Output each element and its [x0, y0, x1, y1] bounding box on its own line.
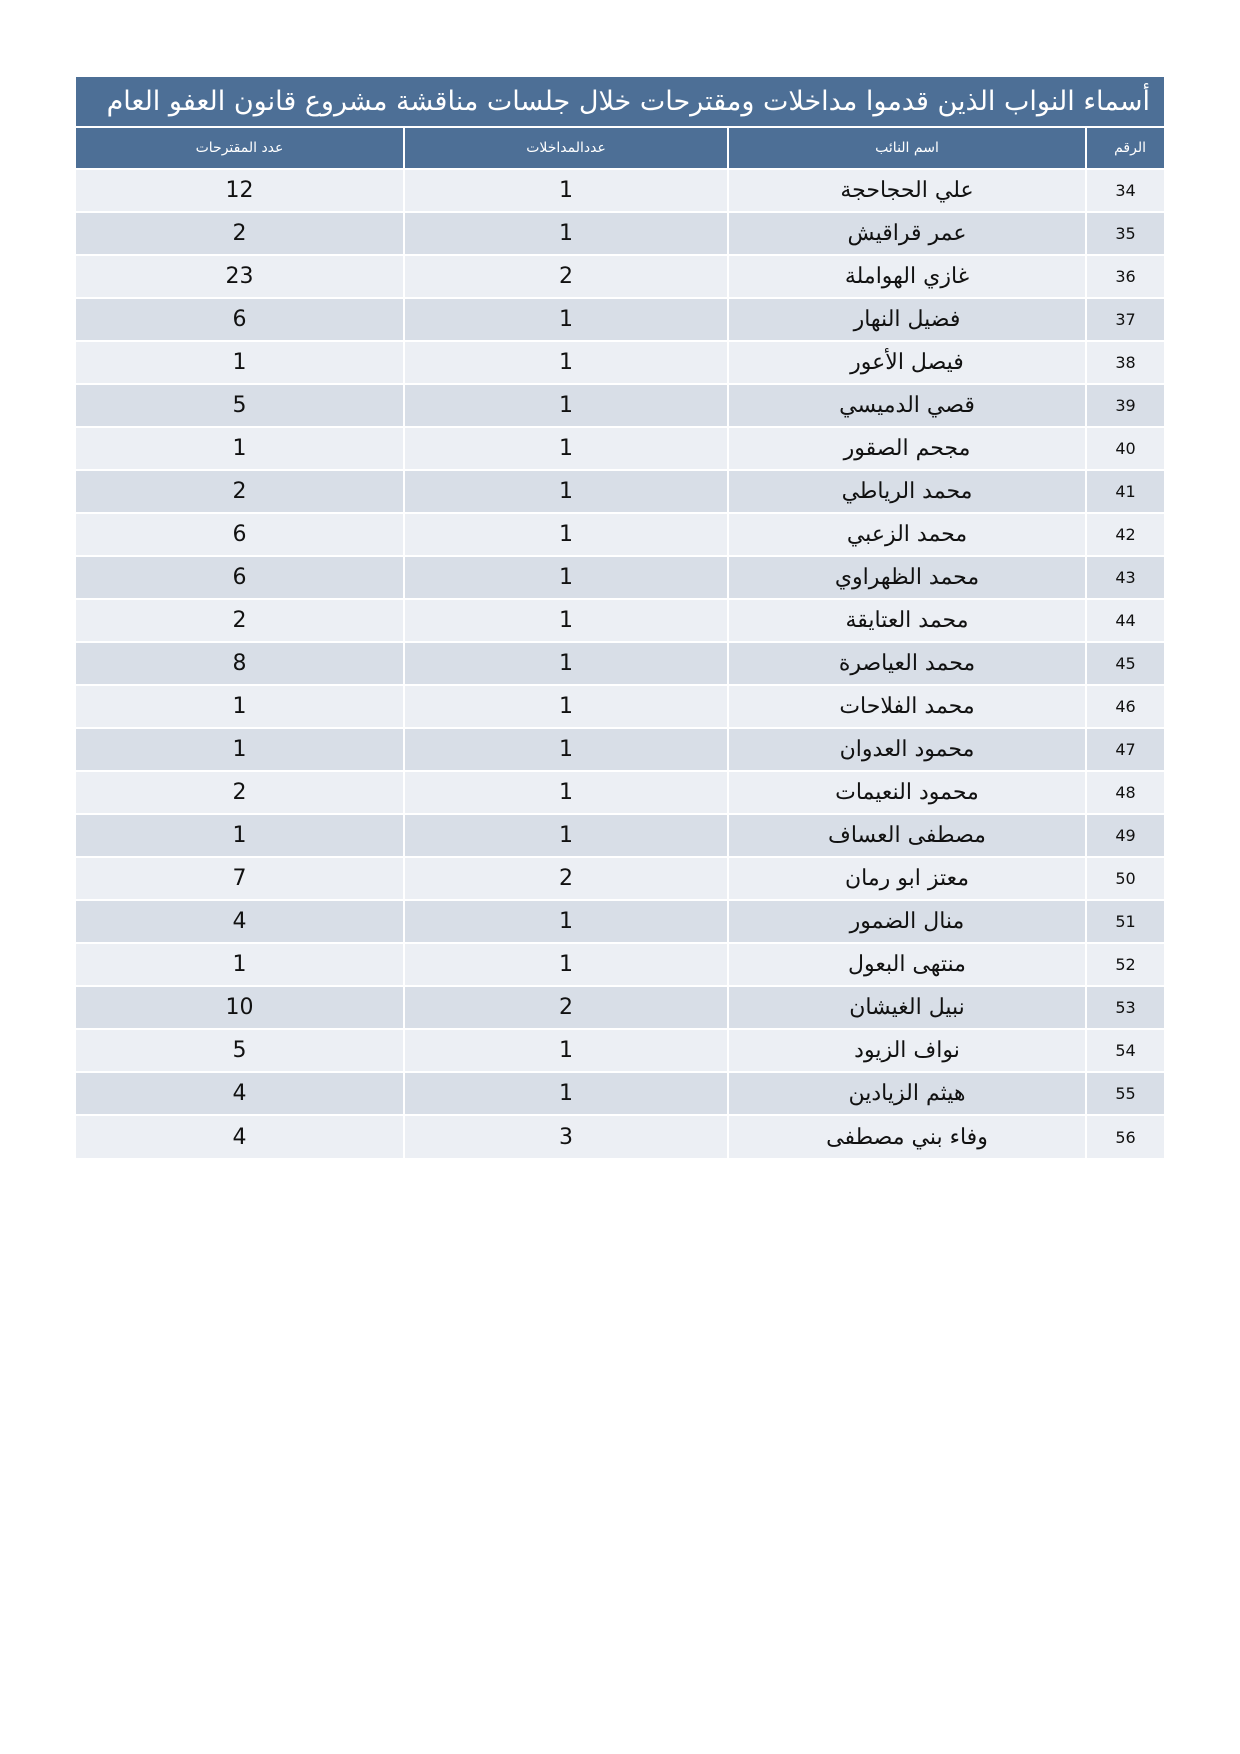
row-number: 43	[1086, 556, 1164, 599]
row-number: 46	[1086, 685, 1164, 728]
deputies-table	[76, 128, 1164, 1158]
row-name: نبيل الغيشان	[728, 986, 1086, 1029]
row-number: 53	[1086, 986, 1164, 1029]
row-proposals: 7	[76, 857, 404, 900]
row-number: 48	[1086, 771, 1164, 814]
row-number: 54	[1086, 1029, 1164, 1072]
row-number: 56	[1086, 1115, 1164, 1158]
row-proposals: 6	[76, 556, 404, 599]
table-row	[76, 298, 1164, 341]
row-proposals: 4	[76, 900, 404, 943]
row-number: 36	[1086, 255, 1164, 298]
table-row	[76, 255, 1164, 298]
table-row	[76, 943, 1164, 986]
row-proposals: 12	[76, 169, 404, 212]
row-number: 55	[1086, 1072, 1164, 1115]
row-name: علي الحجاحجة	[728, 169, 1086, 212]
row-number: 41	[1086, 470, 1164, 513]
row-number: 44	[1086, 599, 1164, 642]
row-interventions: 1	[404, 900, 728, 943]
row-proposals: 8	[76, 642, 404, 685]
header-number: الرقم	[1086, 128, 1164, 169]
table-row	[76, 470, 1164, 513]
row-number: 35	[1086, 212, 1164, 255]
table-row	[76, 986, 1164, 1029]
row-number: 39	[1086, 384, 1164, 427]
row-name: محمد الفلاحات	[728, 685, 1086, 728]
row-proposals: 2	[76, 599, 404, 642]
row-proposals: 10	[76, 986, 404, 1029]
table-row	[76, 599, 1164, 642]
row-interventions: 1	[404, 513, 728, 556]
table-body	[76, 169, 1164, 1158]
row-interventions: 1	[404, 771, 728, 814]
row-interventions: 1	[404, 814, 728, 857]
row-interventions: 2	[404, 255, 728, 298]
table-row	[76, 685, 1164, 728]
row-number: 38	[1086, 341, 1164, 384]
row-name: نواف الزيود	[728, 1029, 1086, 1072]
row-name: وفاء بني مصطفى	[728, 1115, 1086, 1158]
row-interventions: 3	[404, 1115, 728, 1158]
row-interventions: 1	[404, 642, 728, 685]
row-proposals: 4	[76, 1115, 404, 1158]
row-interventions: 1	[404, 384, 728, 427]
table-row	[76, 169, 1164, 212]
table-row	[76, 728, 1164, 771]
row-name: هيثم الزيادين	[728, 1072, 1086, 1115]
row-name: محمد الرياطي	[728, 470, 1086, 513]
row-name: مجحم الصقور	[728, 427, 1086, 470]
row-interventions: 1	[404, 427, 728, 470]
row-number: 49	[1086, 814, 1164, 857]
row-number: 51	[1086, 900, 1164, 943]
row-name: غازي الهواملة	[728, 255, 1086, 298]
row-interventions: 1	[404, 470, 728, 513]
table-row	[76, 384, 1164, 427]
row-proposals: 2	[76, 771, 404, 814]
row-name: محمد الزعبي	[728, 513, 1086, 556]
row-interventions: 1	[404, 341, 728, 384]
table-row	[76, 900, 1164, 943]
row-number: 42	[1086, 513, 1164, 556]
row-proposals: 2	[76, 470, 404, 513]
row-interventions: 2	[404, 986, 728, 1029]
row-name: محمد العتايقة	[728, 599, 1086, 642]
table-row	[76, 814, 1164, 857]
row-interventions: 1	[404, 169, 728, 212]
row-interventions: 1	[404, 728, 728, 771]
row-interventions: 1	[404, 298, 728, 341]
row-number: 34	[1086, 169, 1164, 212]
table-row	[76, 1115, 1164, 1158]
row-proposals: 1	[76, 427, 404, 470]
table-row	[76, 1072, 1164, 1115]
table-row	[76, 771, 1164, 814]
header-interventions: عددالمداخلات	[404, 128, 728, 169]
row-proposals: 23	[76, 255, 404, 298]
row-name: فضيل النهار	[728, 298, 1086, 341]
row-proposals: 6	[76, 513, 404, 556]
row-name: منتهى البعول	[728, 943, 1086, 986]
row-name: مصطفى العساف	[728, 814, 1086, 857]
row-number: 40	[1086, 427, 1164, 470]
header-row	[76, 128, 1164, 169]
table-row	[76, 1029, 1164, 1072]
header-name: اسم النائب	[728, 128, 1086, 169]
row-interventions: 1	[404, 1029, 728, 1072]
row-proposals: 1	[76, 685, 404, 728]
row-name: محمد الظهراوي	[728, 556, 1086, 599]
row-name: محمد العياصرة	[728, 642, 1086, 685]
row-interventions: 1	[404, 1072, 728, 1115]
table-row	[76, 341, 1164, 384]
table-row	[76, 427, 1164, 470]
row-name: معتز ابو رمان	[728, 857, 1086, 900]
row-name: محمود النعيمات	[728, 771, 1086, 814]
row-proposals: 2	[76, 212, 404, 255]
table-title: أسماء النواب الذين قدموا مداخلات ومقترحات خلال جلسات مناقشة مشروع قانون العفو العام	[76, 77, 1164, 126]
row-number: 37	[1086, 298, 1164, 341]
row-proposals: 5	[76, 1029, 404, 1072]
table-row	[76, 857, 1164, 900]
row-proposals: 6	[76, 298, 404, 341]
document-sheet	[76, 77, 1164, 1158]
row-name: محمود العدوان	[728, 728, 1086, 771]
table-row	[76, 556, 1164, 599]
row-proposals: 1	[76, 814, 404, 857]
header-proposals: عدد المقترحات	[76, 128, 404, 169]
row-number: 47	[1086, 728, 1164, 771]
row-interventions: 2	[404, 857, 728, 900]
row-name: قصي الدميسي	[728, 384, 1086, 427]
row-proposals: 1	[76, 341, 404, 384]
row-name: منال الضمور	[728, 900, 1086, 943]
row-proposals: 5	[76, 384, 404, 427]
row-proposals: 1	[76, 943, 404, 986]
row-name: عمر قراقيش	[728, 212, 1086, 255]
row-number: 52	[1086, 943, 1164, 986]
row-proposals: 4	[76, 1072, 404, 1115]
row-interventions: 1	[404, 599, 728, 642]
row-interventions: 1	[404, 212, 728, 255]
table-row	[76, 513, 1164, 556]
table-row	[76, 212, 1164, 255]
row-proposals: 1	[76, 728, 404, 771]
row-interventions: 1	[404, 685, 728, 728]
row-number: 45	[1086, 642, 1164, 685]
table-row	[76, 642, 1164, 685]
row-name: فيصل الأعور	[728, 341, 1086, 384]
row-number: 50	[1086, 857, 1164, 900]
row-interventions: 1	[404, 556, 728, 599]
table-header	[76, 128, 1164, 169]
row-interventions: 1	[404, 943, 728, 986]
